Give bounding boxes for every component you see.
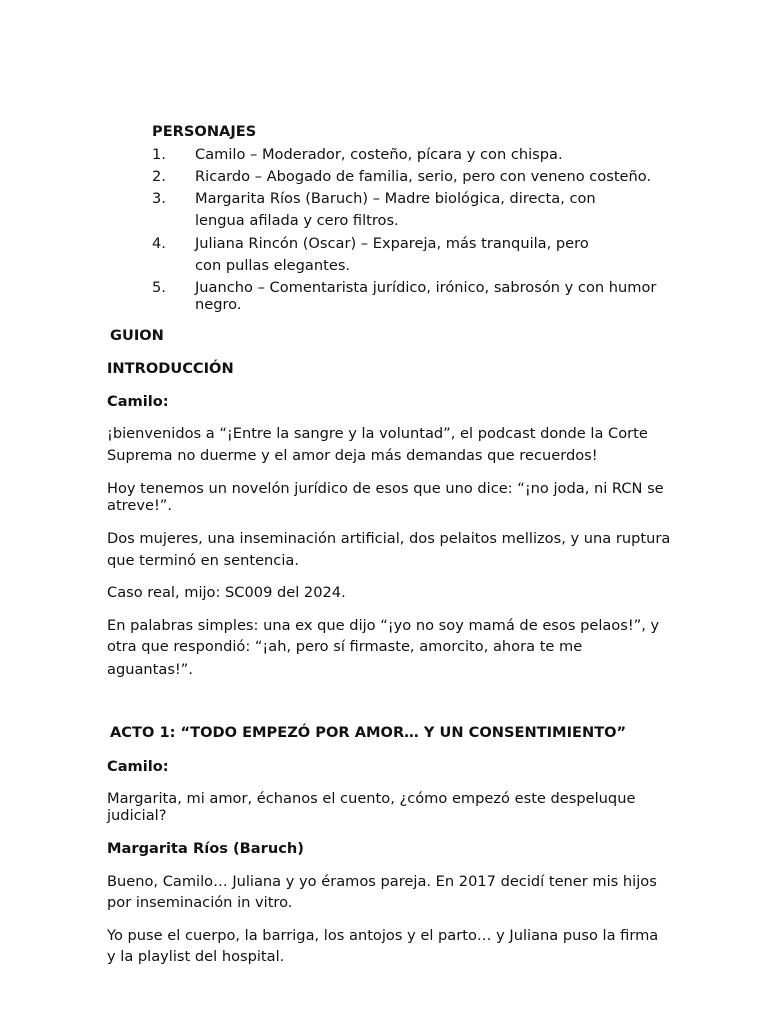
paragraph-line: Margarita, mi amor, échanos el cuento, ¿cómo empezó este despeluque xyxy=(107,790,636,807)
list-item-text-continued: con pullas elegantes. xyxy=(195,257,351,274)
list-item-text: Margarita Ríos (Baruch) – Madre biológica, directa, con xyxy=(195,190,596,207)
paragraph-line: ¡bienvenidos a “¡Entre la sangre y la voluntad”, el podcast donde la Corte xyxy=(107,425,648,442)
list-item-number: 5. xyxy=(152,279,166,296)
paragraph-line: y la playlist del hospital. xyxy=(107,948,285,965)
list-item-number: 1. xyxy=(152,146,166,163)
paragraph-line: Dos mujeres, una inseminación artificial, dos pelaitos mellizos, y una ruptura xyxy=(107,530,671,547)
paragraph-line: Hoy tenemos un novelón jurídico de esos que uno dice: “¡no joda, ni RCN se xyxy=(107,480,664,497)
list-item-number: 2. xyxy=(152,168,166,185)
list-item-text: Juliana Rincón (Oscar) – Expareja, más tranquila, pero xyxy=(195,235,589,252)
characters-heading: PERSONAJES xyxy=(152,123,257,140)
paragraph-line: Bueno, Camilo… Juliana y yo éramos pareja. En 2017 decidí tener mis hijos xyxy=(107,873,657,890)
act1-heading: ACTO 1: “TODO EMPEZÓ POR AMOR… Y UN CONSENTIMIENTO” xyxy=(110,724,627,741)
paragraph-line: atreve!”. xyxy=(107,497,172,514)
speaker-label: Margarita Ríos (Baruch) xyxy=(107,840,304,857)
paragraph-line: Yo puse el cuerpo, la barriga, los antojos y el parto… y Juliana puso la firma xyxy=(107,927,659,944)
paragraph-line: aguantas!”. xyxy=(107,661,193,678)
paragraph-line: por inseminación in vitro. xyxy=(107,894,293,911)
list-item-number: 4. xyxy=(152,235,166,252)
list-item-text: Camilo – Moderador, costeño, pícara y con chispa. xyxy=(195,146,563,163)
list-item-text: Ricardo – Abogado de familia, serio, pero con veneno costeño. xyxy=(195,168,652,185)
intro-heading: INTRODUCCIÓN xyxy=(107,360,234,377)
speaker-label: Camilo: xyxy=(107,758,169,775)
speaker-label: Camilo: xyxy=(107,393,169,410)
paragraph-line: que terminó en sentencia. xyxy=(107,552,299,569)
paragraph-line: En palabras simples: una ex que dijo “¡yo no soy mamá de esos pelaos!”, y xyxy=(107,617,660,634)
list-item-text: Juancho – Comentarista jurídico, irónico, sabrosón y con humor xyxy=(195,279,657,296)
list-item-text-continued: negro. xyxy=(195,296,242,313)
paragraph-line: Caso real, mijo: SC009 del 2024. xyxy=(107,584,346,601)
list-item-number: 3. xyxy=(152,190,166,207)
guion-heading: GUION xyxy=(110,327,164,344)
paragraph-line: judicial? xyxy=(107,807,167,824)
list-item-text-continued: lengua afilada y cero filtros. xyxy=(195,212,399,229)
paragraph-line: Suprema no duerme y el amor deja más demandas que recuerdos! xyxy=(107,447,598,464)
paragraph-line: otra que respondió: “¡ah, pero sí firmaste, amorcito, ahora te me xyxy=(107,638,583,655)
